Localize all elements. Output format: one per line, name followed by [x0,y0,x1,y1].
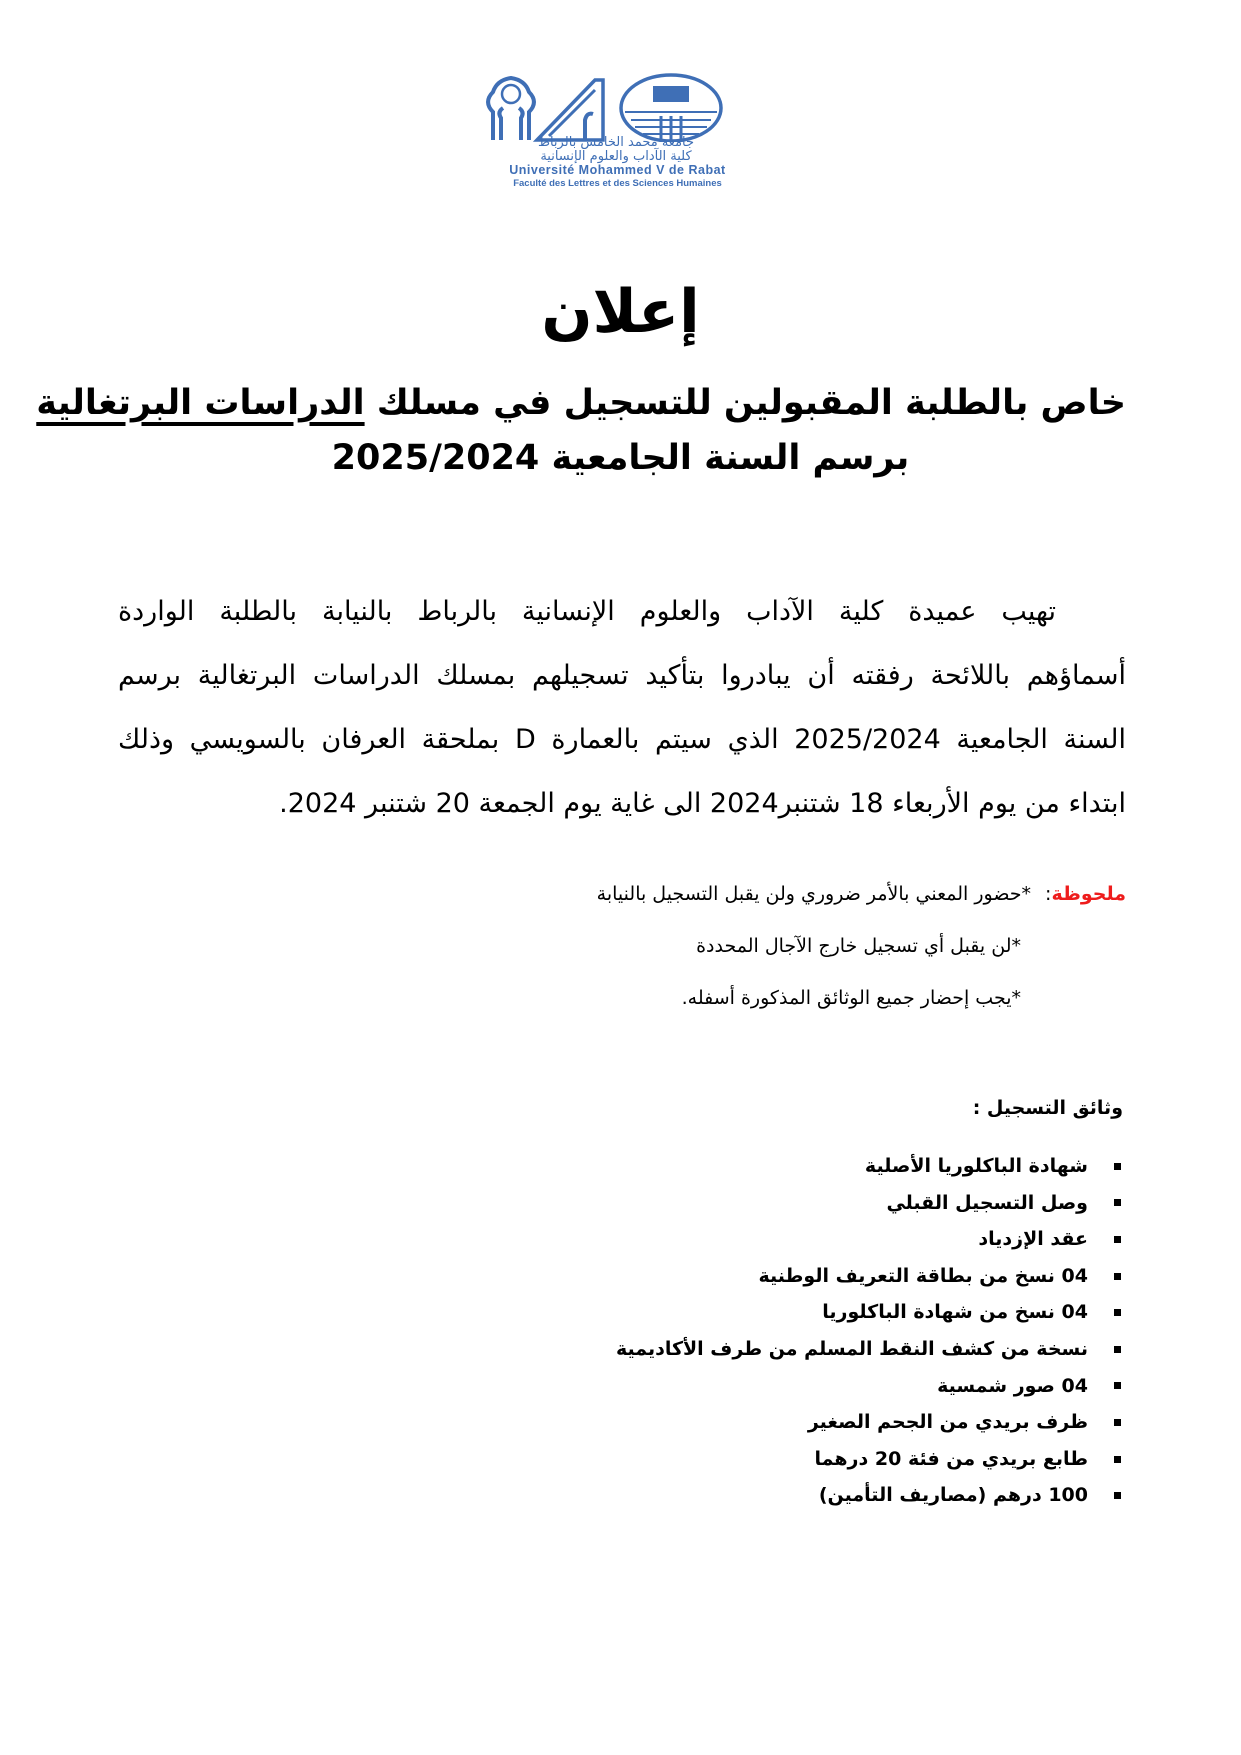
document-label: وصل التسجيل القبلي [886,1191,1088,1214]
documents-heading: وثائق التسجيل : [972,1097,1123,1119]
logo-french-faculty: Faculté des Lettres et des Sciences Humaines [513,178,722,189]
note-colon: : [1045,883,1052,905]
note-item [426,868,1126,920]
square-bullet-icon [1114,1273,1121,1280]
document-label: ظرف بريدي من الجحم الصغير [807,1411,1088,1434]
notes-section [426,868,1126,1024]
document-item [423,1294,1123,1331]
document-label: 04 نسخ من شهادة الباكلوريا [822,1301,1088,1324]
body-line: تهيب عميدة كلية الآداب والعلوم الإنسانية بالرباط بالنيابة بالطلبة الواردة [118,596,1056,627]
document-item [423,1221,1123,1258]
document-label: 04 نسخ من بطاقة التعريف الوطنية [758,1264,1088,1287]
square-bullet-icon [1114,1163,1121,1170]
square-bullet-icon [1114,1199,1121,1206]
document-label: 100 درهم (مصاريف التأمين) [818,1484,1088,1507]
document-item [423,1477,1123,1514]
document-label: نسخة من كشف النقط المسلم من طرف الأكاديمية [615,1337,1088,1360]
document-item [423,1331,1123,1368]
document-item [423,1148,1123,1185]
document-item [423,1185,1123,1222]
university-logo [475,72,775,192]
academic-year-line: برسم السنة الجامعية 2025/2024 [331,438,910,478]
logo-french-university: Université Mohammed V de Rabat [509,163,726,177]
square-bullet-icon [1114,1492,1121,1499]
square-bullet-icon [1114,1382,1121,1389]
document-label: 04 صور شمسية [937,1374,1088,1397]
square-bullet-icon [1114,1419,1121,1426]
document-label: طابع بريدي من فئة 20 درهما [814,1447,1088,1470]
documents-list [423,1148,1123,1514]
square-bullet-icon [1114,1236,1121,1243]
document-item [423,1258,1123,1295]
announcement-body [118,580,1126,836]
body-line: أسماؤهم باللائحة رفقته أن يبادروا بتأكيد تسجيلهم بمسلك الدراسات البرتغالية برسم [118,660,1126,691]
note-item: *يجب إحضار جميع الوثائق المذكورة أسفله. [681,987,1021,1009]
square-bullet-icon [1114,1456,1121,1463]
square-bullet-icon [1114,1346,1121,1353]
faculty-emblem-icon [475,72,775,142]
square-bullet-icon [1114,1309,1121,1316]
logo-arabic-faculty: كلية الآداب والعلوم الإنسانية [540,149,692,164]
announcement-subtitle [36,375,1126,431]
subtitle-text: خاص بالطلبة المقبولين للتسجيل في مسلك [364,383,1126,423]
document-label: عقد الإزدياد [978,1228,1088,1251]
body-line: ابتداء من يوم الأربعاء 18 شتنبر2024 الى غاية يوم الجمعة 20 شتنبر 2024. [279,788,1126,819]
logo-arabic-university: جامعة محمد الخامس بالرباط [537,135,695,150]
note-label: ملحوظة [1051,883,1126,905]
document-item [423,1368,1123,1405]
note-text: *حضور المعني بالأمر ضروري ولن يقبل التسجيل بالنيابة [596,883,1032,905]
announcement-title: إعلان [541,277,700,347]
document-label: شهادة الباكلوريا الأصلية [864,1155,1088,1177]
body-line: السنة الجامعية 2025/2024 الذي سيتم بالعمارة D بملحقة العرفان بالسويسي وذلك [118,724,1126,755]
document-item [423,1404,1123,1441]
subtitle-program-name: الدراسات البرتغالية [36,383,365,423]
document-item [423,1441,1123,1478]
note-item: *لن يقبل أي تسجيل خارج الآجال المحددة [696,935,1021,957]
